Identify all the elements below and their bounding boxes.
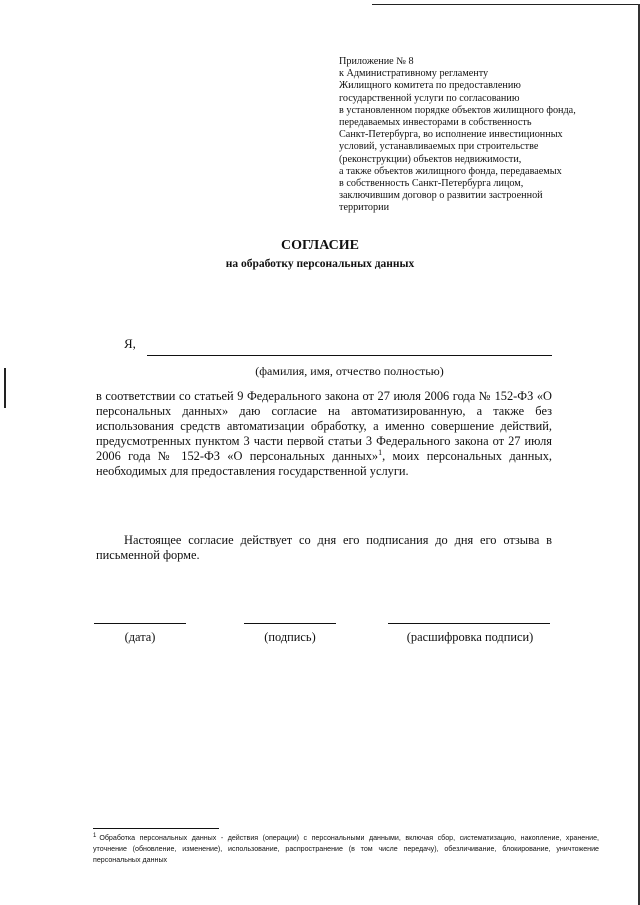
declarant-prefix: Я, xyxy=(124,336,136,351)
appendix-line: к Административному регламенту xyxy=(339,68,489,80)
date-caption: (дата) xyxy=(124,630,156,644)
appendix-line: в собственность Санкт-Петербурга лицом, xyxy=(339,178,524,190)
full-name-caption: (фамилия, имя, отчество полностью) xyxy=(255,364,444,378)
scan-mark-left xyxy=(4,368,6,408)
signature-caption: (подпись) xyxy=(264,630,316,644)
footnote xyxy=(93,833,599,866)
appendix-line: Жилищного комитета по предоставлению xyxy=(339,80,521,92)
consent-paragraph xyxy=(96,389,552,479)
appendix-line: а также объектов жилищного фонда, передаваемых xyxy=(339,165,562,177)
scan-border-top xyxy=(372,4,640,5)
consent-text-part2: , моих персональных данных, необходимых для предоставления государственной услуги. xyxy=(96,449,553,478)
date-field-line xyxy=(94,623,186,624)
full-name-field-line xyxy=(147,355,552,356)
appendix-line: передаваемых инвесторами в собственность xyxy=(339,117,532,129)
appendix-line: (реконструкции) объектов недвижимости, xyxy=(339,153,522,165)
appendix-line: территории xyxy=(339,202,390,214)
signature-decoding-caption: (расшифровка подписи) xyxy=(406,630,534,644)
appendix-line: в установленном порядке объектов жилищного фонда, xyxy=(339,104,576,116)
appendix-line: государственной услуги по согласованию xyxy=(339,92,520,104)
footnote-number: 1 xyxy=(93,832,97,839)
footnote-separator xyxy=(93,828,219,829)
appendix-line: Приложение № 8 xyxy=(339,56,414,67)
signature-decoding-field-line xyxy=(388,623,550,624)
appendix-line: условий, устанавливаемых при строительстве xyxy=(339,141,539,153)
footnote-reference: 1 xyxy=(378,447,383,457)
appendix-header xyxy=(339,56,599,215)
footnote-text: Обработка персональных данных - действия (операции) с персональными данными, включая сбор, систематизацию, накопление, хранение, уточнение (обновление, изменение), использование, распространение (в том числе передачу), обезличивание, блокирование, уничтожение персональных данных xyxy=(93,834,599,864)
document-subtitle: на обработку персональных данных xyxy=(225,258,415,270)
document-title: СОГЛАСИЕ xyxy=(281,238,359,253)
appendix-line: Санкт-Петербурга, во исполнение инвестиционных xyxy=(339,129,563,141)
consent-text-part1: в соответствии со статьей 9 Федерального закона от 27 июля 2006 года № 152-ФЗ «О персональных данных» даю согласие на автоматизированную, а также без использования средств автоматизации обработку, а именно совершение действий, предусмотренных пунктом 3 части первой статьи 3 Федерального закона от 27 июля 2006 года № 152-ФЗ «О персональных данных» xyxy=(96,389,552,463)
validity-paragraph: Настоящее согласие действует со дня его подписания до дня его отзыва в письменной форме. xyxy=(96,533,552,562)
signature-field-line xyxy=(244,623,336,624)
appendix-line: заключившим договор о развитии застроенной xyxy=(339,190,543,202)
